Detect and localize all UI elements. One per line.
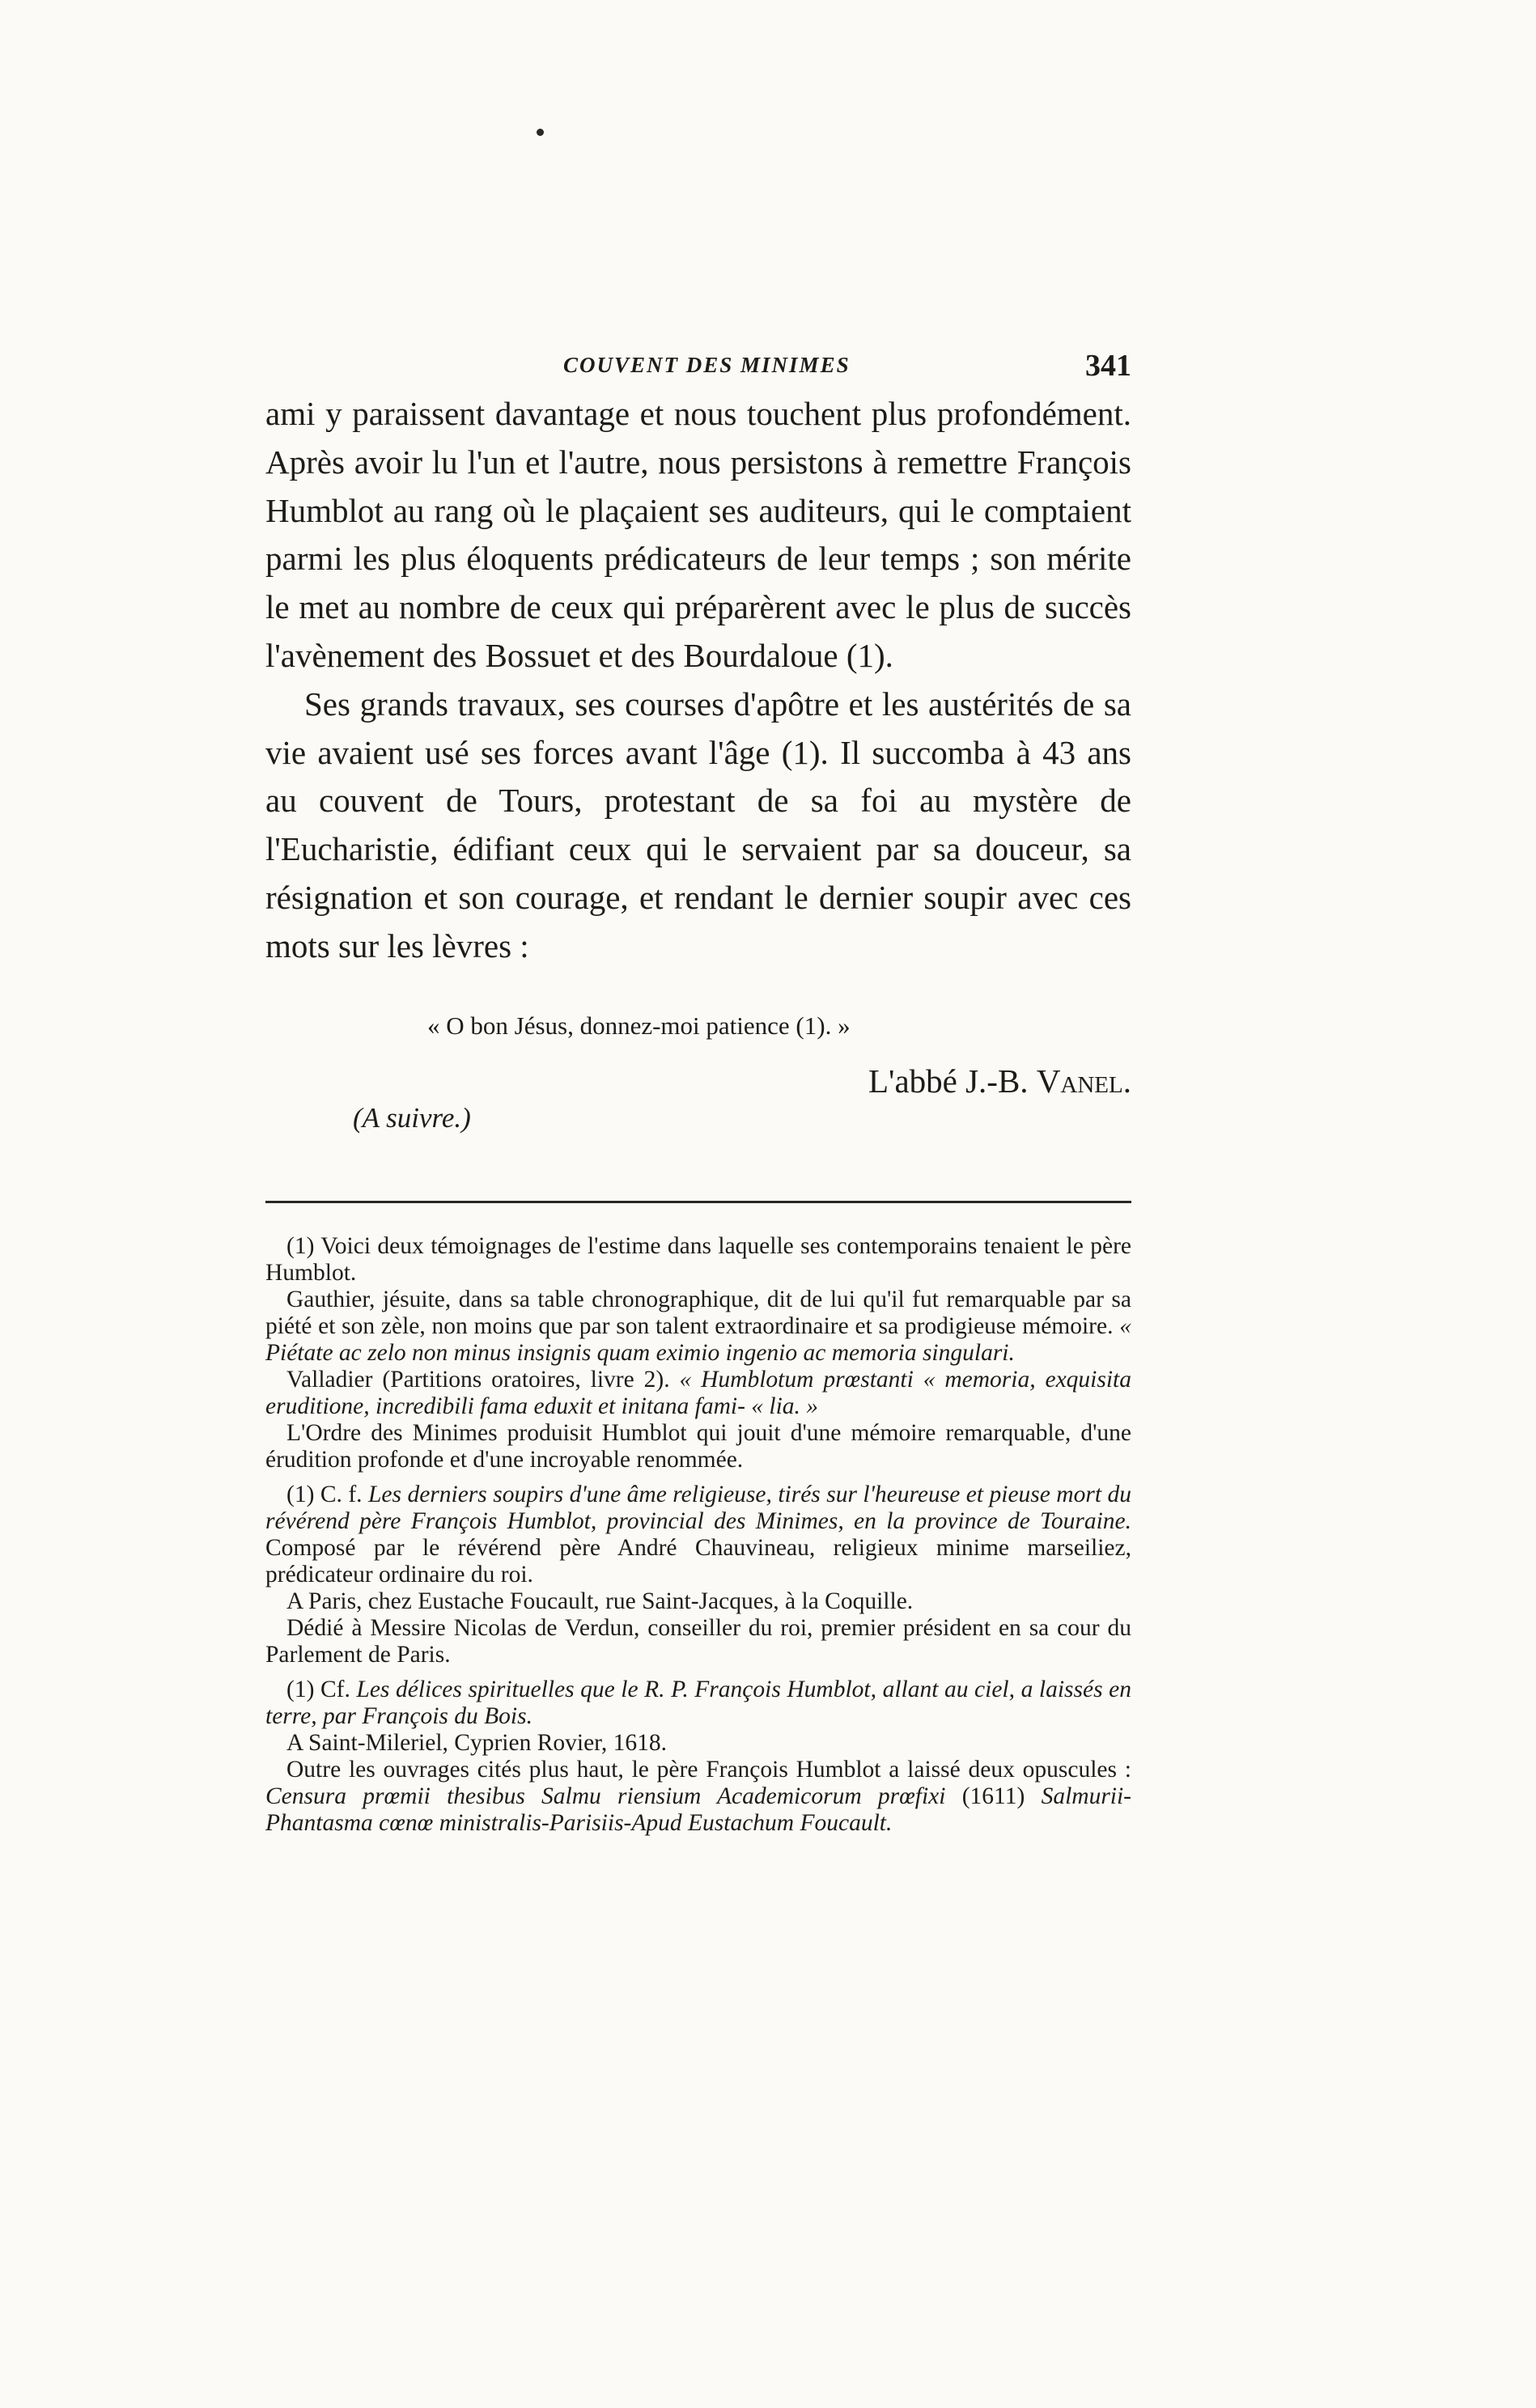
footnote-line: Gauthier, jésuite, dans sa table chronographique, dit de lui qu'il fut remarquable par sa piété et son zèle, non moins que par son talent extraordinaire et sa prodigieuse mémoire. « Piétate ac zelo non minus insignis quam eximio ingenio ac memoria singulari.	[265, 1287, 1132, 1366]
footnote-rule	[265, 1201, 1131, 1203]
footnote-line: A Saint-Mileriel, Cyprien Rovier, 1618.	[286, 1730, 667, 1756]
paragraph-2: Ses grands travaux, ses courses d'apôtre et les austérités de sa vie avaient usé ses forces avant l'âge (1). Il succomba à 43 ans au couvent de Tours, protestant de sa foi au mystère de l'Eucharistie, édifiant ceux qui le servaient par sa douceur, sa résignation et son courage, et rendant le dernier soupir avec ces mots sur les lèvres :	[265, 685, 1131, 964]
author-name: Vanel.	[1036, 1062, 1131, 1100]
footnote-line: (1) Cf. Les délices spirituelles que le R. P. François Humblot, allant au ciel, a laissés en terre, par François du Bois.	[265, 1677, 1131, 1729]
footnote-1	[265, 1233, 1131, 1473]
footnote-line: A Paris, chez Eustache Foucault, rue Saint-Jacques, à la Coquille.	[286, 1588, 914, 1614]
footnote-line: L'Ordre des Minimes produisit Humblot qui jouit d'une mémoire remarquable, d'une érudition profonde et d'une incroyable renommée.	[265, 1420, 1131, 1473]
footnote-3	[265, 1677, 1131, 1837]
to-be-continued: (A suivre.)	[353, 1102, 471, 1134]
running-header	[265, 348, 1131, 388]
footnote-line: Dédié à Messire Nicolas de Verdun, conseiller du roi, premier président en sa cour du Parlement de Paris.	[265, 1615, 1131, 1668]
footnote-line: Outre les ouvrages cités plus haut, le père François Humblot a laissé deux opuscules : Censura prœmii thesibus Salmu riensium Academicorum prœfixi (1611) Salmurii-Phantasma cœnœ ministralis-Parisiis-Apud Eustachum Foucault.	[265, 1757, 1132, 1836]
footnote-line: (1) Voici deux témoignages de l'estime dans laquelle ses contemporains tenaient le père Humblot.	[265, 1233, 1131, 1286]
page-number: 341	[1085, 349, 1131, 383]
signature-prefix: L'abbé J.-B.	[868, 1062, 1037, 1100]
footnotes	[265, 1233, 1131, 1845]
footnote-line: Valladier (Partitions oratoires, livre 2). « Humblotum prœstanti « memoria, exquisita eruditione, incredibili fama eduxit et initana fami- « lia. »	[265, 1367, 1132, 1419]
paragraph-1: ami y paraissent davantage et nous touchent plus profondément. Après avoir lu l'un et l'autre, nous persistons à remettre François Humblot au rang où le plaçaient ses auditeurs, qui le comptaient parmi les plus éloquents prédicateurs de leur temps ; son mérite le met au nombre de ceux qui préparèrent avec le plus de succès l'avènement des Bossuet et des Bourdaloue (1).	[265, 395, 1131, 674]
main-text	[265, 390, 1131, 971]
running-title: COUVENT DES MINIMES	[563, 353, 851, 377]
quotation: « O bon Jésus, donnez-moi patience (1). »	[427, 1011, 851, 1040]
signature	[868, 1062, 1131, 1100]
footnote-2	[265, 1482, 1131, 1668]
ink-speck	[537, 129, 544, 136]
footnote-line: (1) C. f. Les derniers soupirs d'une âme religieuse, tirés sur l'heureuse et pieuse mort du révérend père François Humblot, provincial des Minimes, en la province de Touraine. Composé par le révérend père André Chauvineau, religieux minime marseiliez, prédicateur ordinaire du roi.	[265, 1482, 1131, 1588]
